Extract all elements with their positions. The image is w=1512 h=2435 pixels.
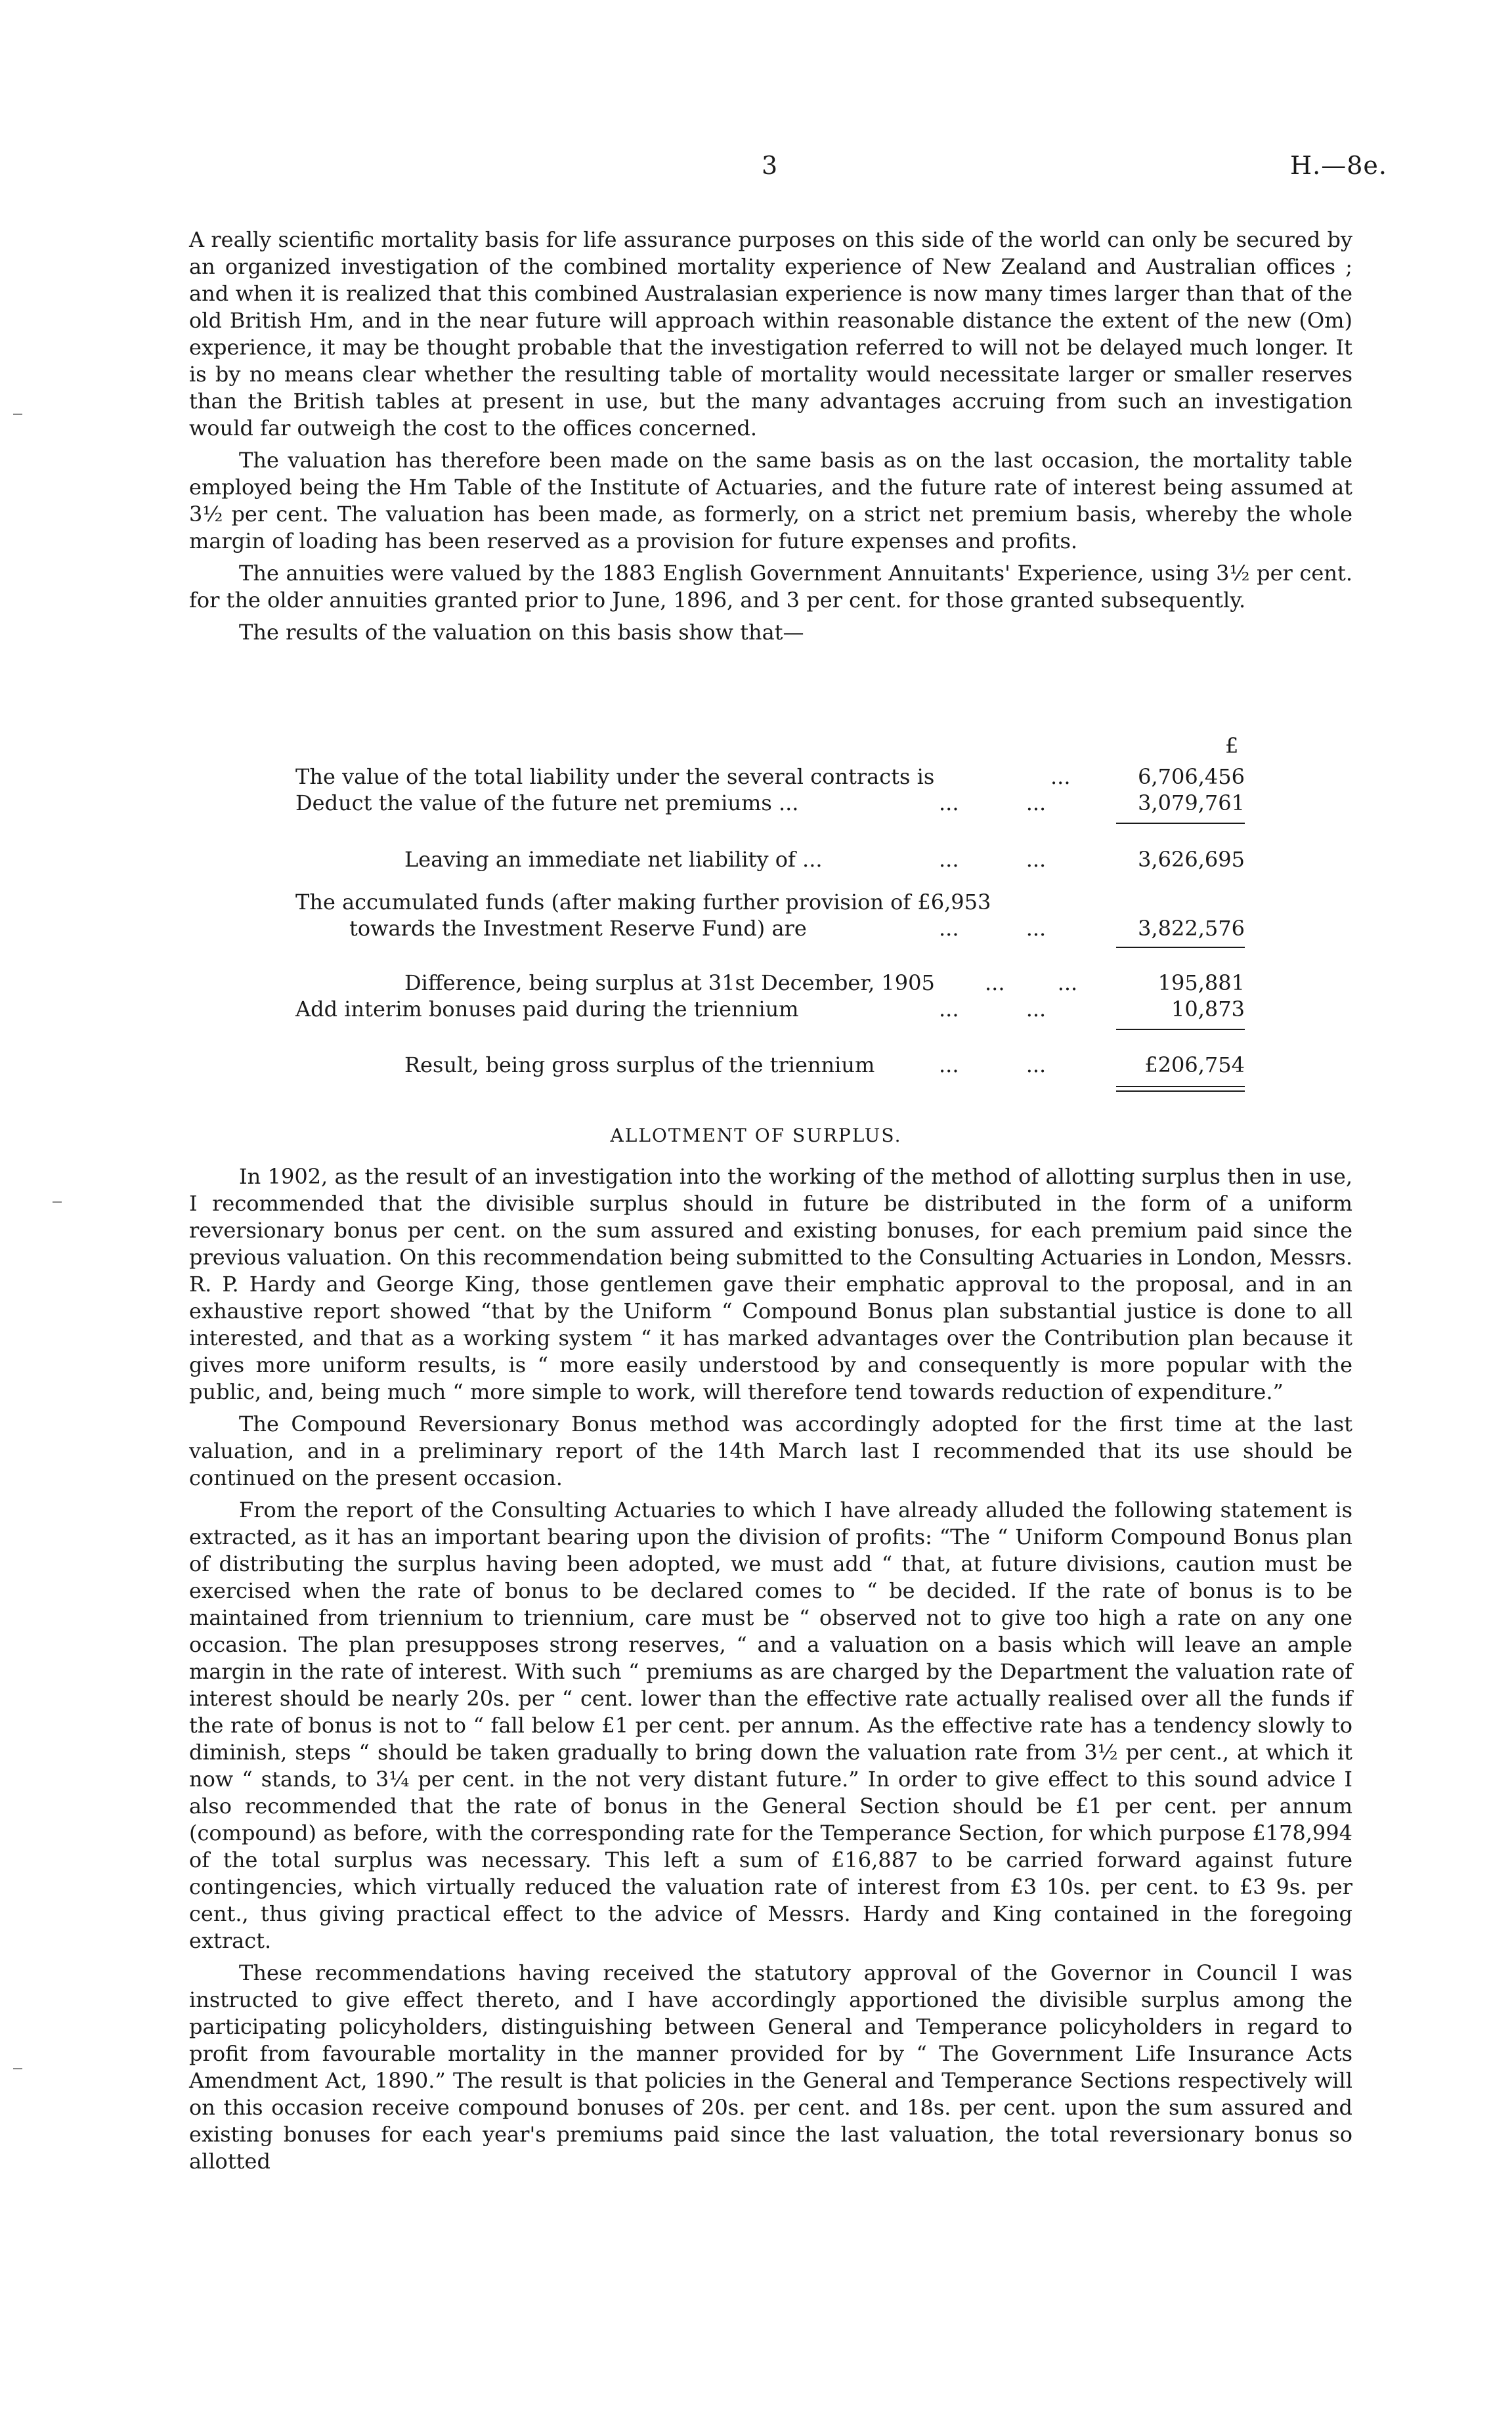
valuation-line-label: towards the Investment Reserve Fund) are bbox=[349, 916, 807, 941]
document-reference: H.—8e. bbox=[1290, 151, 1387, 180]
paragraph-1902-investigation: In 1902, as the result of an investigation into the working of the method of allotting surplus then in use, I recommended that the divisible surplus should in future be distributed in the form of a uniform reversionary bonus per cent. on the sum assured and existing bonuses, for each premium paid since the previous valuation. On this recommendation being submitted to the Consulting Actuaries in London, Messrs. R. P. Hardy and George King, those gentlemen gave their emphatic approval to the proposal, and in an exhaustive report showed “that by the Uniform “ Compound Bonus plan substantial justice is done to all interested, and that as a working system “ it has marked advantages over the Contribution plan because it gives more uniform results, is “ more easily understood by and consequently is more popular with the public, and, being much “ more simple to work, will therefore tend towards reduction of expenditure.” bbox=[189, 1164, 1352, 1404]
valuation-line-amount: 195,881 bbox=[1157, 970, 1245, 995]
paragraph-mortality-basis: A really scientific mortality basis for life assurance purposes on this side of the world can only be secured by an organized investigation of the combined mortality experience of New Zealand and Australian offices ; and when it is realized that this combined Australasian experience is now many times larger than that of the old British Hm, and in the near future will approach within reasonable distance the extent of the new (Om) experience, it may be thought probable that the investigation referred to will not be delayed much longer. It is by no means clear whether the resulting table of mortality would necessitate larger or smaller reserves than the British tables at present in use, but the many advantages accruing from such an investigation would far outweigh the cost to the offices concerned. bbox=[189, 227, 1352, 441]
valuation-line-amount: 3,822,576 bbox=[1138, 916, 1245, 941]
currency-header: £ bbox=[1225, 733, 1239, 758]
valuation-line-label: The accumulated funds (after making further provision of £6,953 bbox=[295, 890, 991, 915]
paragraph-recommendations: These recommendations having received the statutory approval of the Governor in Council I was instructed to give effect thereto, and I have accordingly apportioned the divisible surplus among the participating policyholders, distinguishing between General and Temperance policyholders in regard to profit from favourable mortality in the manner provided for by “ The Government Life Insurance Acts Amendment Act, 1890.” The result is that policies in the General and Temperance Sections respectively will on this occasion receive compound bonuses of 20s. per cent. and 18s. per cent. upon the sum assured and existing bonuses for each year's premiums paid since the last valuation, the total reversionary bonus so allotted bbox=[189, 1960, 1352, 2174]
valuation-line-label: Leaving an immediate net liability of ... bbox=[404, 847, 823, 872]
paragraph-valuation-basis: The valuation has therefore been made on the same basis as on the last occasion, the mortality table employed being the Hm Table of the Institute of Actuaries, and the future rate of interest being assumed at 3½ per cent. The valuation has been made, as formerly, on a strict net premium basis, whereby the whole margin of loading has been reserved as a provision for future expenses and profits. bbox=[189, 448, 1352, 553]
paragraph-results-intro: The results of the valuation on this basis show that— bbox=[239, 620, 804, 645]
valuation-line-label: The value of the total liability under the several contracts is bbox=[295, 764, 935, 789]
total-double-rule bbox=[1116, 1090, 1245, 1092]
page-number: 3 bbox=[762, 151, 778, 180]
valuation-line-amount: 10,873 bbox=[1171, 997, 1245, 1022]
valuation-line-dots: ... bbox=[1050, 764, 1071, 789]
valuation-line-label: Result, being gross surplus of the triennium bbox=[404, 1052, 875, 1077]
valuation-line-dots: ... ... bbox=[939, 790, 1047, 815]
margin-mark bbox=[53, 1201, 62, 1203]
margin-mark bbox=[13, 414, 22, 415]
total-double-rule bbox=[1116, 1086, 1245, 1087]
valuation-line-label: Add interim bonuses paid during the triennium bbox=[295, 997, 799, 1022]
margin-mark bbox=[13, 2068, 22, 2069]
valuation-line-label: Difference, being surplus at 31st December, 1905 bbox=[404, 970, 935, 995]
subtotal-rule bbox=[1116, 947, 1245, 948]
valuation-line-amount: 6,706,456 bbox=[1138, 764, 1245, 789]
valuation-line-dots: ... ... bbox=[939, 1052, 1047, 1077]
intro-text bbox=[189, 226, 1352, 646]
valuation-line-amount: 3,626,695 bbox=[1138, 847, 1245, 872]
section-heading: ALLOTMENT OF SURPLUS. bbox=[610, 1125, 902, 1146]
allotment-text bbox=[189, 1163, 1352, 2175]
valuation-line-label: Deduct the value of the future net premiums ... bbox=[295, 790, 799, 815]
valuation-line-dots: ... ... bbox=[985, 970, 1078, 995]
valuation-line-dots: ... ... bbox=[939, 916, 1047, 941]
paragraph-compound-bonus: The Compound Reversionary Bonus method was accordingly adopted for the first time at the last valuation, and in a preliminary report of the 14th March last I recommended that its use should be continued on the present occasion. bbox=[189, 1411, 1352, 1490]
valuation-line-amount: £206,754 bbox=[1144, 1052, 1245, 1077]
paragraph-annuities: The annuities were valued by the 1883 English Government Annuitants' Experience, using 3½ per cent. for the older annuities granted prior to June, 1896, and 3 per cent. for those granted subsequently. bbox=[189, 561, 1352, 613]
subtotal-rule bbox=[1116, 823, 1245, 824]
subtotal-rule bbox=[1116, 1029, 1245, 1030]
paragraph-consulting-actuaries: From the report of the Consulting Actuaries to which I have already alluded the following statement is extracted, as it has an important bearing upon the division of profits: “The “ Uniform Compound Bonus plan of distributing the surplus having been adopted, we must add “ that, at future divisions, caution must be exercised when the rate of bonus to be declared comes to “ be decided. If the rate of bonus is to be maintained from triennium to triennium, care must be “ observed not to give too high a rate on any one occasion. The plan presupposes strong reserves, “ and a valuation on a basis which will leave an ample margin in the rate of interest. With such “ premiums as are charged by the Department the valuation rate of interest should be nearly 20s. per “ cent. lower than the effective rate actually realised over all the funds if the rate of bonus is not to “ fall below £1 per cent. per annum. As the effective rate has a tendency slowly to diminish, steps “ should be taken gradually to bring down the valuation rate from 3½ per cent., at which it now “ stands, to 3¼ per cent. in the not very distant future.” In order to give effect to this sound advice I also recommended that the rate of bonus in the General Section should be £1 per cent. per annum (compound) as before, with the corresponding rate for the Temperance Section, for which purpose £178,994 of the total surplus was necessary. This left a sum of £16,887 to be carried forward against future contingencies, which virtually reduced the valuation rate of interest from £3 10s. per cent. to £3 9s. per cent., thus giving practical effect to the advice of Messrs. Hardy and King contained in the foregoing extract. bbox=[189, 1498, 1352, 1953]
valuation-line-amount: 3,079,761 bbox=[1138, 790, 1245, 815]
valuation-line-dots: ... ... bbox=[939, 847, 1047, 872]
valuation-line-dots: ... ... bbox=[939, 997, 1047, 1022]
